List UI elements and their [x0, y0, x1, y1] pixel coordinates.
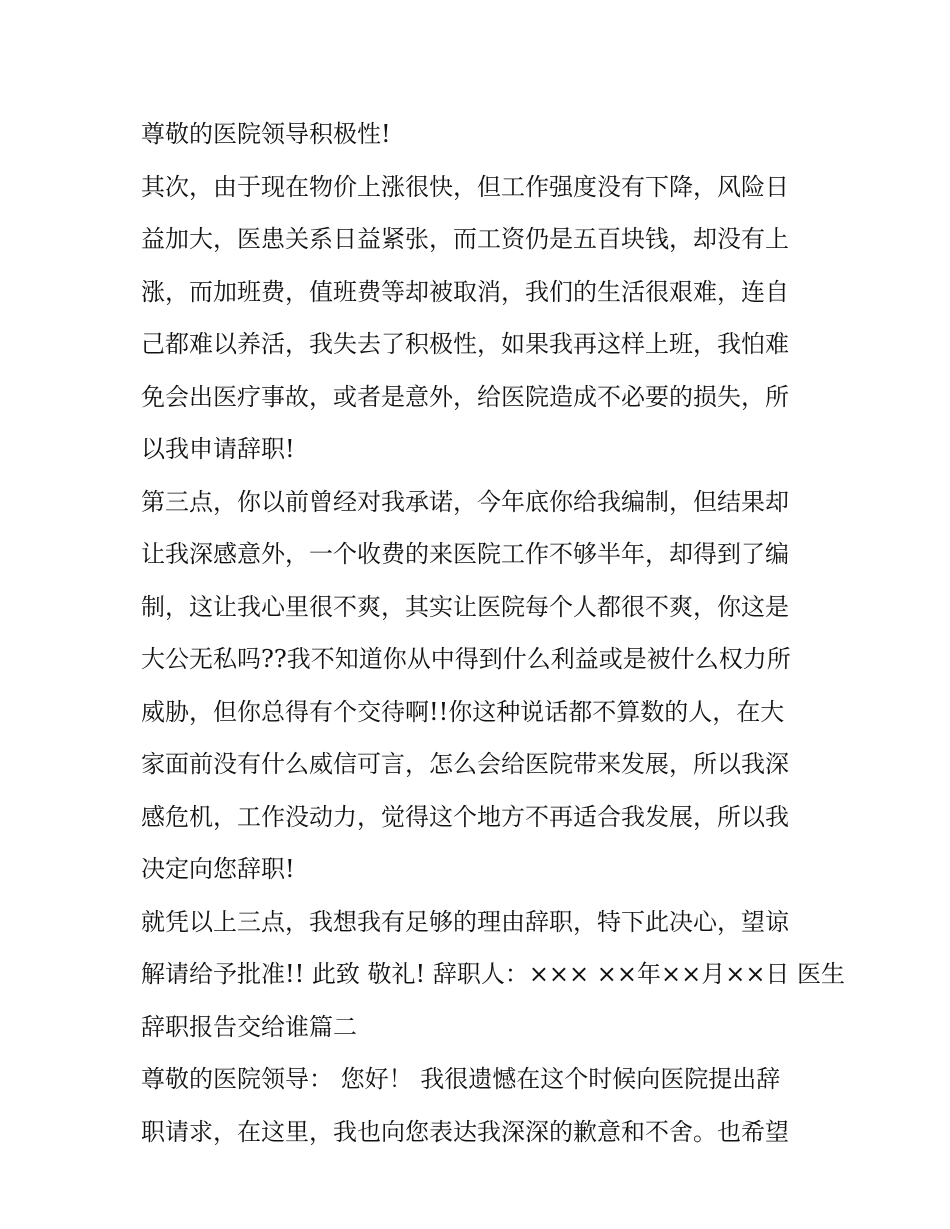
text-line: 感危机，工作没动力，觉得这个地方不再适合我发展，所以我 [141, 802, 789, 831]
text-line: 就凭以上三点，我想我有足够的理由辞职，特下此决心，望谅 [141, 907, 789, 936]
text-line: 涨，而加班费，值班费等却被取消，我们的生活很艰难，连自 [141, 277, 789, 306]
text-line: 制，这让我心里很不爽，其实让医院每个人都很不爽，你这是 [141, 592, 789, 621]
text-line: 尊敬的医院领导： 您好！ 我很遗憾在这个时候向医院提出辞 [141, 1065, 781, 1093]
text-line: 威胁，但你总得有个交待啊!!你这种说话都不算数的人，在大 [141, 697, 785, 726]
text-line: 决定向您辞职! [141, 855, 295, 883]
text-line: 尊敬的医院领导积极性! [141, 120, 391, 148]
text-line: 职请求，在这里，我也向您表达我深深的歉意和不舍。也希望 [141, 1117, 789, 1146]
text-line: 以我申请辞职! [141, 435, 295, 463]
text-line: 益加大，医患关系日益紧张，而工资仍是五百块钱，却没有上 [141, 225, 789, 253]
document-body [141, 108, 846, 1158]
text-line: 大公无私吗??我不知道你从中得到什么利益或是被什么权力所 [141, 645, 791, 673]
text-line: 免会出医疗事故，或者是意外，给医院造成不必要的损失，所 [141, 382, 789, 411]
text-line: 家面前没有什么威信可言，怎么会给医院带来发展，所以我深 [141, 750, 789, 778]
text-line: 己都难以养活，我失去了积极性，如果我再这样上班，我怕难 [141, 330, 789, 358]
text-line: 让我深感意外，一个收费的来医院工作不够半年，却得到了编 [141, 540, 789, 568]
text-line: 其次，由于现在物价上涨很快，但工作强度没有下降，风险日 [141, 172, 789, 201]
text-line: 解请给予批准!! 此致 敬礼! 辞职人：××× ××年××月××日 医生 [141, 960, 846, 988]
section-heading: 辞职报告交给谁篇二 [141, 1012, 357, 1041]
text-line: 第三点，你以前曾经对我承诺，今年底你给我编制，但结果却 [141, 487, 789, 516]
